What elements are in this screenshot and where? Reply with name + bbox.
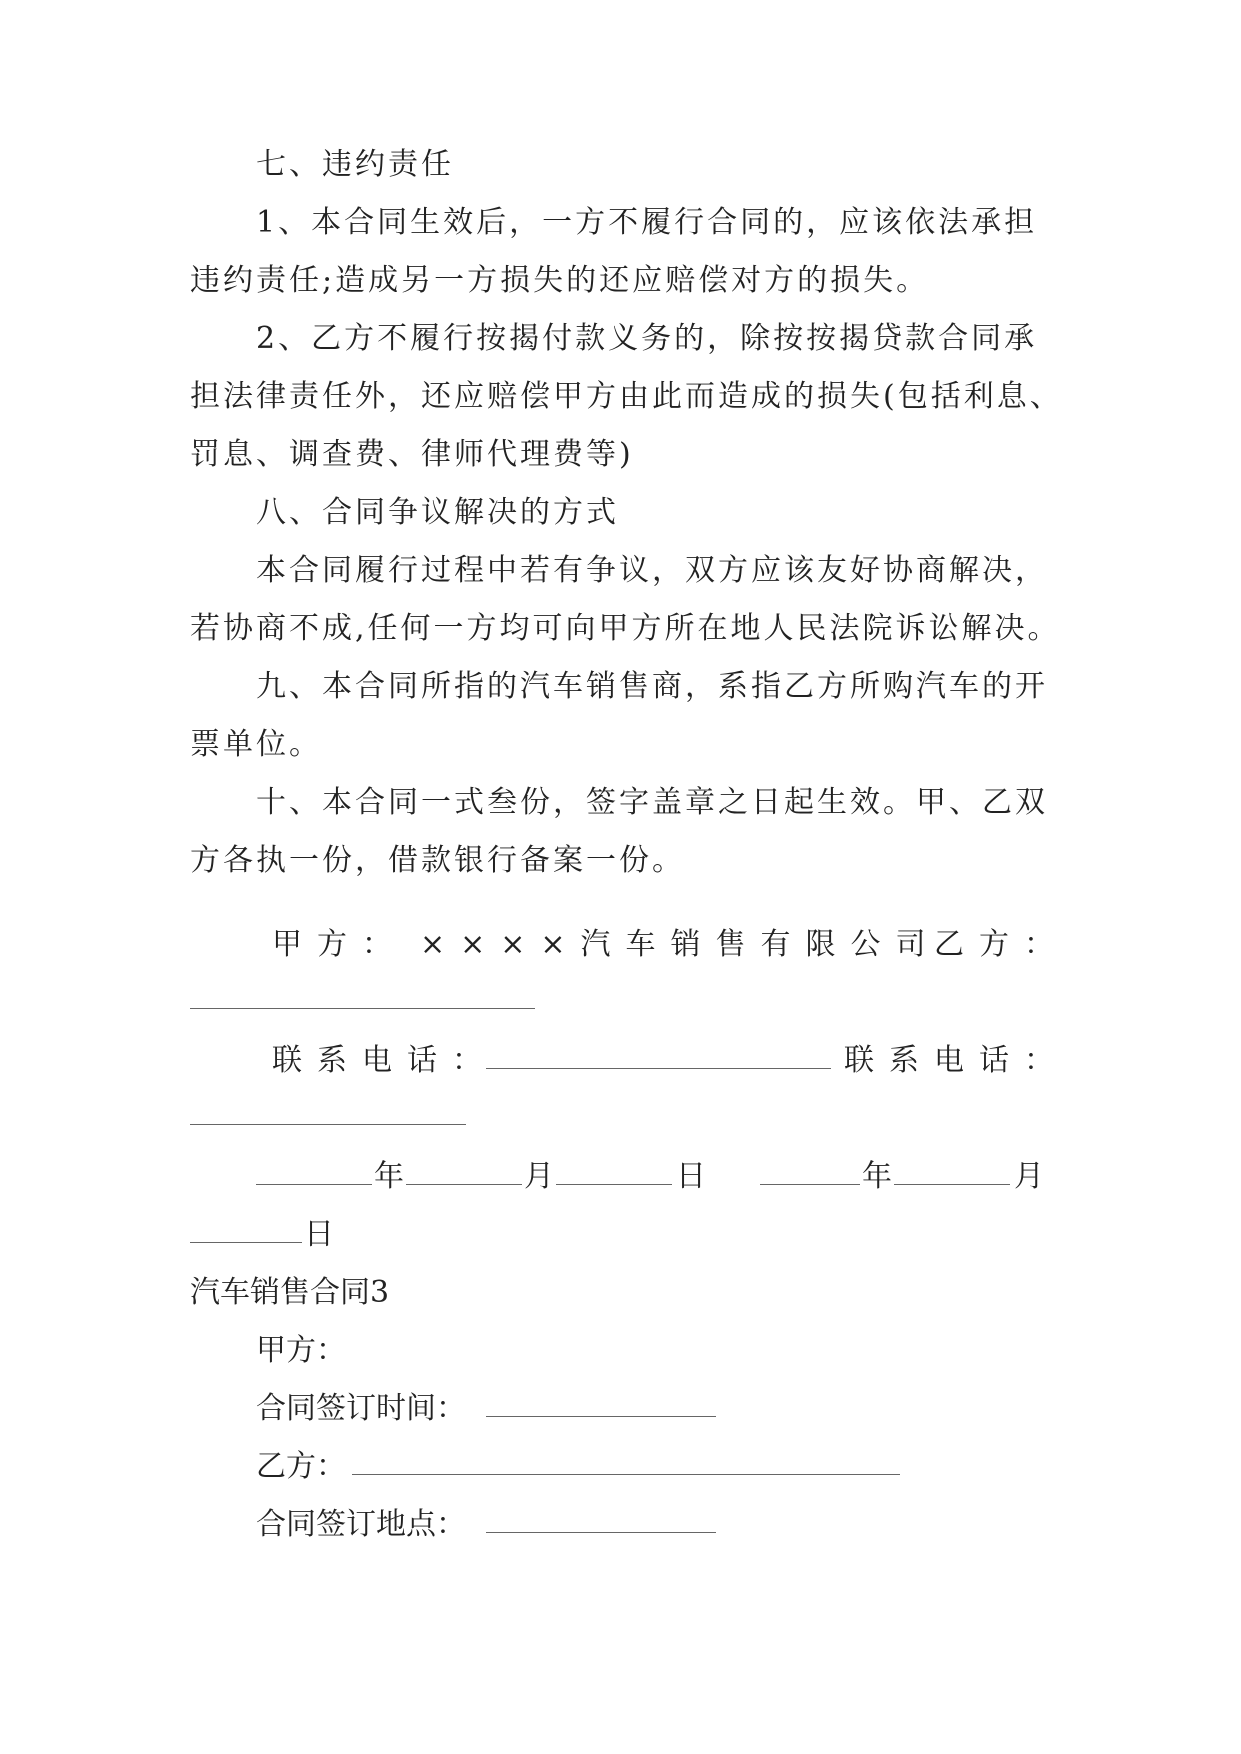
section-8-text: 本合同履行过程中若有争议，双方应该友好协商解决，若协商不成,任何一方均可向甲方所在地人民法院诉讼解决。 xyxy=(190,553,1061,646)
contract-3-party-b: 乙方： xyxy=(256,1449,346,1484)
section-7-clause-1: 1、本合同生效后，一方不履行合同的，应该依法承担违约责任;造成另一方损失的还应赔偿对方的损失。 xyxy=(190,205,1038,298)
section-7-title: 七、违约责任 xyxy=(256,147,454,182)
date-a-year-blank xyxy=(256,1184,372,1185)
date-b-day-blank xyxy=(190,1242,302,1243)
phone-b-blank-line xyxy=(190,1124,466,1125)
phone-b-label: 联系电话： xyxy=(844,1043,1069,1078)
party-b-blank-line xyxy=(190,1008,535,1009)
contract-3-party-a: 甲方： xyxy=(256,1333,346,1368)
phone-a-label: 联系电话： xyxy=(272,1043,497,1078)
section-7-clause-2: 2、乙方不履行按揭付款义务的，除按按揭贷款合同承担法律责任外，还应赔偿甲方由此而造成的损失(包括利息、罚息、调查费、律师代理费等) xyxy=(190,321,1063,472)
date-b-year-label: 年 xyxy=(862,1159,892,1194)
sign-time-blank-line xyxy=(486,1416,716,1417)
party-b-name-blank-line xyxy=(352,1474,900,1475)
date-a-month-label: 月 xyxy=(524,1159,554,1194)
date-b-day-label: 日 xyxy=(304,1217,334,1252)
date-a-day-label: 日 xyxy=(676,1159,706,1194)
date-a-day-blank xyxy=(556,1184,672,1185)
signature-party-a-label: 甲方： xyxy=(272,927,407,962)
contract-3-sign-time-label: 合同签订时间： xyxy=(256,1391,466,1426)
contract-3-title: 汽车销售合同3 xyxy=(190,1275,390,1310)
date-a-year-label: 年 xyxy=(374,1159,404,1194)
signature-party-a-name: ××××汽车销售有限公司 xyxy=(420,927,941,962)
date-a-month-blank xyxy=(406,1184,522,1185)
section-9-text: 九、本合同所指的汽车销售商，系指乙方所购汽车的开票单位。 xyxy=(190,669,1048,762)
phone-a-blank-line xyxy=(486,1068,831,1069)
signature-party-b-label: 乙方： xyxy=(934,927,1069,962)
date-b-month-label: 月 xyxy=(1014,1159,1044,1194)
contract-3-sign-place-label: 合同签订地点： xyxy=(256,1507,466,1542)
date-b-year-blank xyxy=(760,1184,860,1185)
date-b-month-blank xyxy=(894,1184,1010,1185)
section-10-text: 十、本合同一式叁份，签字盖章之日起生效。甲、乙双方各执一份，借款银行备案一份。 xyxy=(190,785,1048,878)
sign-place-blank-line xyxy=(486,1532,716,1533)
section-8-title: 八、合同争议解决的方式 xyxy=(256,495,619,530)
